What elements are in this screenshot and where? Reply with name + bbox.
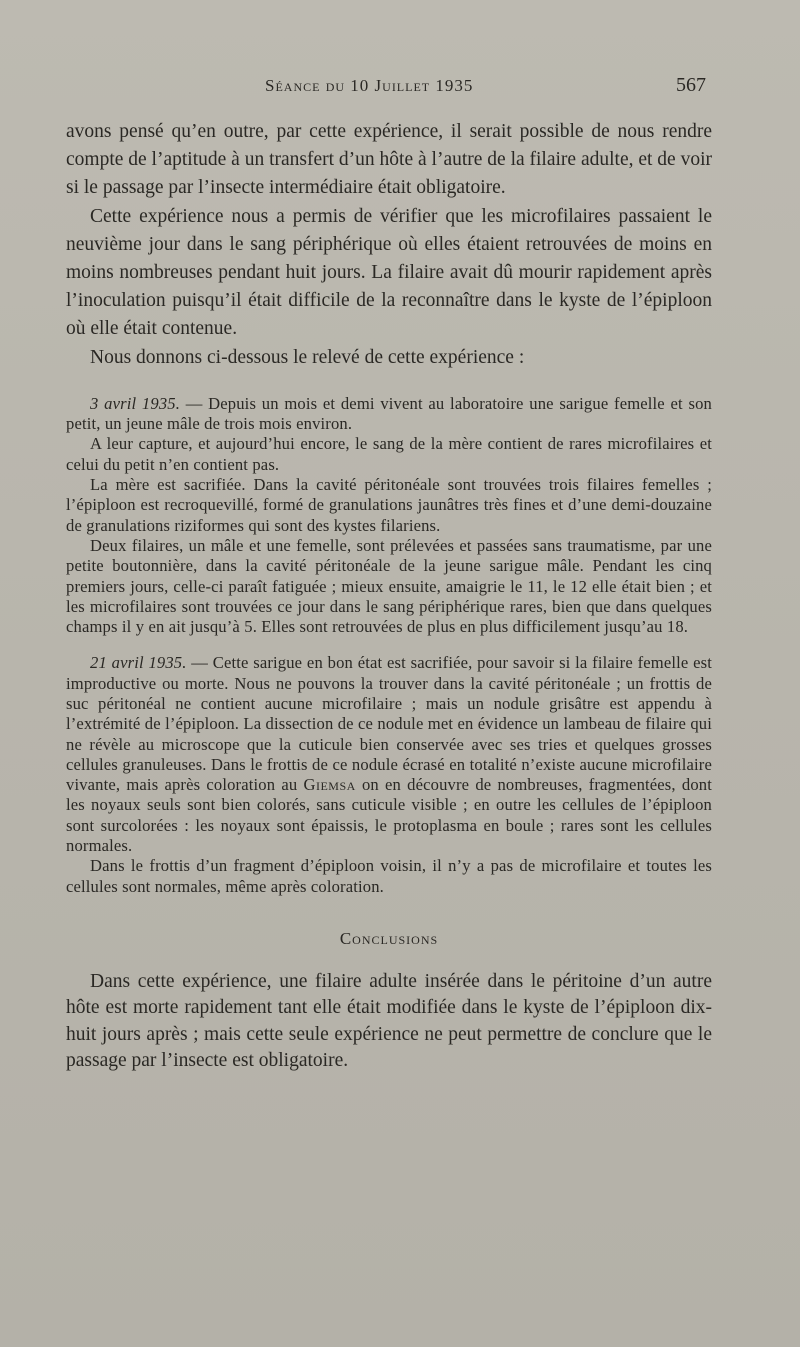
entry-text: — Depuis un mois et demi vivent au laboratoire une sarigue femelle et son petit, un jeune mâle de trois mois environ. xyxy=(66,393,712,434)
entry-text-continued: on en découvre de nombreuses, fragmentées, dont les noyaux seuls sont bien colorés, sans cuticule visible ; en outre les cellules de l’épiploon sont surcolorées : les noyaux sont épaissis, le protoplasma en boule ; rares sont les cellules normales. xyxy=(66,775,712,856)
page-number: 567 xyxy=(676,74,706,96)
conclusion-paragraph: Dans cette expérience, une filaire adulte insérée dans le péritoine d’un autre hôte est morte rapidement tant elle était modifiée dans le kyste de l’épiploon dix-huit jours après ; mais cette seule expérience ne peut permettre de conclure que le passage par l’insecte est obligatoire. xyxy=(66,970,712,1072)
intro-paragraph-3: Nous donnons ci-dessous le relevé de cette expérience : xyxy=(90,346,525,368)
entry-date: 21 avril 1935. xyxy=(90,653,187,673)
log-entry-april-21 xyxy=(66,653,712,856)
log-paragraph-sacrifice: La mère est sacrifiée. Dans la cavité péritonéale sont trouvées trois filaires femelles ; l’épiploon est recroquevillé, formé de granulations jaunâtres très fines et d’une demi-douzaine de granulations riziformes qui sont des kystes filariens. xyxy=(66,475,712,535)
intro-paragraph-2: Cette expérience nous a permis de vérifier que les microfilaires passaient le neuvième jour dans le sang périphérique où elles étaient retrouvées de moins en moins nombreuses pendant huit jours. La filaire avait dû mourir rapidement après l’inoculation puisqu’il était difficile de la reconnaître dans le kyste de l’épiploon où elle était contenue. xyxy=(66,205,712,340)
stain-name: Giemsa xyxy=(303,775,356,795)
intro-paragraph-1: avons pensé qu’en outre, par cette expérience, il serait possible de nous rendre compte de l’aptitude à un transfert d’un hôte à l’autre de la filaire adulte, et de voir si le passage par l’insecte intermédiaire était obligatoire. xyxy=(66,121,712,199)
experiment-log xyxy=(66,394,712,897)
page-header xyxy=(0,76,800,100)
log-paragraph-capture: A leur capture, et aujourd’hui encore, le sang de la mère contient de rares microfilaires et celui du petit n’en contient pas. xyxy=(66,434,712,474)
entry-text: — Cette sarigue en bon état est sacrifiée, pour savoir si la filaire femelle est improductive ou morte. Nous ne pouvons la trouver dans la cavité péritonéale ; un frottis de suc péritonéal ne contient aucune microfilaire ; mais un nodule grisâtre est appendu à l’extrémité de l’épiploon. La dissection de ce nodule met en évidence un lambeau de filaire qui ne révèle au microscope que la cuticule bien conservée avec ses tries et quelques grosses cellules granuleuses. Dans le frottis de ce nodule écrasé en totalité n’existe aucune microfilaire vivante, mais après coloration au xyxy=(66,653,712,795)
log-paragraph-transfer: Deux filaires, un mâle et une femelle, sont prélevées et passées sans traumatisme, par une petite boutonnière, dans la cavité péritonéale de la jeune sarigue mâle. Pendant les cinq premiers jours, celle-ci paraît fatiguée ; mieux ensuite, amaigrie le 11, le 12 elle était bien ; et les microfilaires sont trouvées ce jour dans le sang périphérique rares, bien que dans quelques champs il y en ait jusqu’à 5. Elles sont retrouvées de plus en plus difficilement jusqu’au 18. xyxy=(66,535,712,637)
section-title-conclusions: Conclusions xyxy=(339,928,439,948)
entry-date: 3 avril 1935. xyxy=(90,393,181,413)
log-entry-april-3 xyxy=(66,394,712,435)
text-block xyxy=(66,118,712,1075)
running-head: Séance du 10 Juillet 1935 xyxy=(265,76,474,95)
log-paragraph-smear: Dans le frottis d’un fragment d’épiploon voisin, il n’y a pas de microfilaire et toutes les cellules sont normales, même après coloration. xyxy=(66,856,712,896)
